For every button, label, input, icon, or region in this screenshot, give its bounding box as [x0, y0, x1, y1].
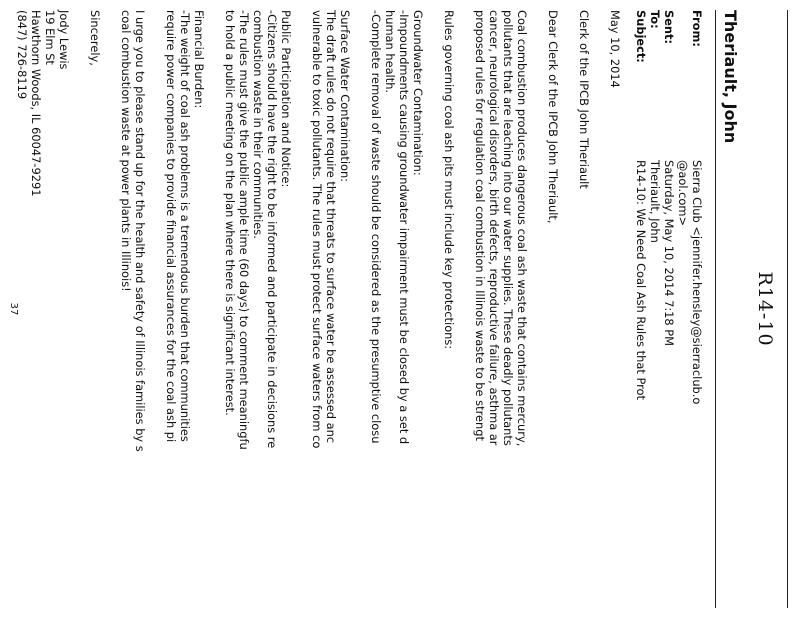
section-line: -Impoundments causing groundwater impairment must be closed by a set d — [397, 10, 411, 445]
page-number: 37 — [8, 302, 19, 316]
section-line: human health. — [383, 10, 397, 94]
financial-burden-section — [164, 10, 206, 618]
letter-date: May 10, 2014 — [608, 10, 622, 88]
section-title: Surface Water Contamination: — [338, 10, 352, 183]
section-line: -The rules must give the public ample time (60 days) to comment meaningfu — [237, 10, 251, 450]
signature-street: 19 Elm St — [43, 10, 57, 65]
closing-line: I urge you to please stand up for the health and safety of Illinois families by s — [133, 10, 147, 452]
public-participation-section — [223, 10, 293, 618]
closing-paragraph — [119, 10, 147, 618]
header-rule — [715, 10, 716, 608]
sent-row — [662, 10, 676, 618]
letter-recipient: Clerk of the IPCB John Theriault — [577, 10, 591, 189]
from-value: Sierra Club <jennifer.hensley@sierraclub.o @aol.com> — [676, 160, 704, 405]
section-line: require power companies to provide financial assurances for the coal ash pi — [164, 10, 178, 443]
groundwater-section — [369, 10, 425, 618]
subject-label: Subject: — [634, 10, 648, 63]
signature-phone: (847) 726-8119 — [15, 10, 29, 100]
section-line: -Citizens should have the right to be informed and participate in decisions re — [265, 10, 279, 449]
subject-value: R14-10: We Need Coal Ash Rules that Prot — [634, 160, 648, 400]
sender-name: Theriault, John — [721, 10, 740, 144]
section-line: The draft rules do not require that threats to surface water be assessed anc — [324, 10, 338, 444]
email-header — [634, 10, 704, 618]
surface-water-section — [310, 10, 352, 618]
to-row — [648, 10, 662, 618]
intro-line: cancer, neurological disorders, birth defects, reproductive failure, asthma ar — [487, 10, 501, 446]
signature-block — [15, 10, 71, 618]
sent-value: Saturday, May 10, 2014 7:18 PM — [662, 160, 676, 346]
intro-line: proposed rules for regulation coal combustion in Illinois waste to be strengt — [473, 10, 487, 441]
intro-paragraph — [473, 10, 529, 618]
top-rule — [787, 10, 788, 608]
section-title: Groundwater Contamination: — [411, 10, 425, 176]
signature-city: Hawthorn Woods, IL 60047-9291 — [29, 10, 43, 197]
section-title: Public Participation and Notice: — [279, 10, 293, 188]
intro-line: Coal combustion produces dangerous coal ash waste that contains mercury, — [515, 10, 529, 447]
section-title: Financial Burden: — [192, 10, 206, 109]
to-value: Theriault, John — [648, 160, 662, 243]
section-line: -Complete removal of waste should be considered as the presumptive closu — [369, 10, 383, 444]
subject-row — [634, 10, 648, 618]
from-label: From: — [690, 10, 704, 47]
from-row — [676, 10, 704, 618]
section-line: to hold a public meeting on the plan where there is significant interest. — [223, 10, 237, 416]
letter-salutation: Dear Clerk of the IPCB John Theriault, — [546, 10, 560, 224]
document-code: R14-10 — [754, 271, 776, 347]
signoff: Sincerely, — [88, 10, 102, 66]
closing-line: coal combustion waste at power plants in Illinois! — [119, 10, 133, 292]
section-line: combustion waste in their communities. — [251, 10, 265, 239]
to-label: To: — [648, 10, 662, 29]
intro-line: pollutants that are leaching into our water supplies. These deadly pollutants — [501, 10, 515, 446]
section-line: -The weight of coal ash problems is a tremendous burden that communities — [178, 10, 192, 442]
section-line: vulnerable to toxic pollutants. The rules must protect surface waters from co — [310, 10, 324, 449]
letter-body — [15, 10, 622, 618]
signature-name: Jody Lewis — [57, 10, 71, 70]
sent-label: Sent: — [662, 10, 676, 45]
rules-line: Rules governing coal ash pits must include key protections: — [442, 10, 456, 350]
